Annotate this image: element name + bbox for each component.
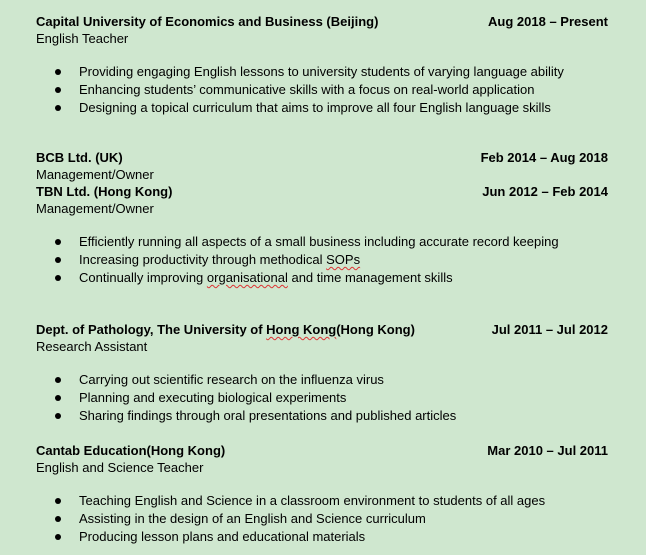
list-item: Producing lesson plans and educational materials	[52, 528, 612, 546]
date-range: Mar 2010 – Jul 2011	[487, 443, 608, 458]
list-item: Teaching English and Science in a classroom environment to students of all ages	[52, 492, 612, 510]
spellcheck-word[interactable]: organisational	[206, 270, 288, 285]
list-item: Designing a topical curriculum that aims to improve all four English language skills	[52, 99, 612, 117]
entry-bcb	[36, 149, 608, 183]
job-title: Management/Owner	[36, 201, 154, 216]
job-title: Management/Owner	[36, 167, 154, 182]
bullet-icon	[55, 413, 61, 419]
list-item: Carrying out scientific research on the influenza virus	[52, 371, 612, 389]
bullet-icon	[55, 105, 61, 111]
org-name: Dept. of Pathology, The University of Hong Kong(Hong Kong)	[36, 322, 415, 337]
entry-tbn	[36, 183, 608, 217]
entry-header	[36, 13, 608, 30]
entry-cueb	[36, 13, 608, 47]
org-name: BCB Ltd. (UK)	[36, 150, 123, 165]
job-title: Research Assistant	[36, 339, 148, 354]
list-item: Planning and executing biological experiments	[52, 389, 612, 407]
org-name: TBN Ltd. (Hong Kong)	[36, 184, 173, 199]
list-item: Efficiently running all aspects of a small business including accurate record keeping	[52, 233, 612, 251]
job-title: English Teacher	[36, 31, 129, 46]
bullet-icon	[55, 275, 61, 281]
date-range: Feb 2014 – Aug 2018	[480, 150, 608, 165]
bullet-icon	[55, 534, 61, 540]
list-item: Sharing findings through oral presentations and published articles	[52, 407, 612, 425]
bullet-icon	[55, 257, 61, 263]
spellcheck-word[interactable]: SOPs	[326, 252, 361, 267]
bullet-icon	[55, 395, 61, 401]
org-name: Cantab Education(Hong Kong)	[36, 443, 226, 458]
bullet-list-cantab	[52, 492, 612, 546]
list-item: Enhancing students’ communicative skills with a focus on real-world application	[52, 81, 612, 99]
bullet-list-research	[52, 371, 612, 425]
org-name: Capital University of Economics and Business (Beijing)	[36, 14, 379, 29]
job-title: English and Science Teacher	[36, 460, 204, 475]
bullet-icon	[55, 516, 61, 522]
date-range: Aug 2018 – Present	[488, 14, 608, 29]
entry-pathology	[36, 321, 608, 355]
bullet-list-cueb	[52, 63, 612, 117]
date-range: Jun 2012 – Feb 2014	[482, 184, 608, 199]
list-item: Providing engaging English lessons to university students of varying language ability	[52, 63, 612, 81]
entry-header	[36, 149, 608, 166]
entry-header	[36, 442, 608, 459]
bullet-list-business	[52, 233, 612, 287]
entry-header	[36, 321, 608, 338]
date-range: Jul 2011 – Jul 2012	[491, 322, 608, 337]
entry-header	[36, 183, 608, 200]
list-item: Assisting in the design of an English and Science curriculum	[52, 510, 612, 528]
bullet-icon	[55, 498, 61, 504]
bullet-icon	[55, 239, 61, 245]
list-item: Increasing productivity through methodical SOPs	[52, 251, 612, 269]
bullet-icon	[55, 69, 61, 75]
bullet-icon	[55, 87, 61, 93]
bullet-icon	[55, 377, 61, 383]
spellcheck-word[interactable]: Hong Kong	[266, 322, 337, 337]
entry-cantab	[36, 442, 608, 476]
list-item: Continually improving organisational and time management skills	[52, 269, 612, 287]
